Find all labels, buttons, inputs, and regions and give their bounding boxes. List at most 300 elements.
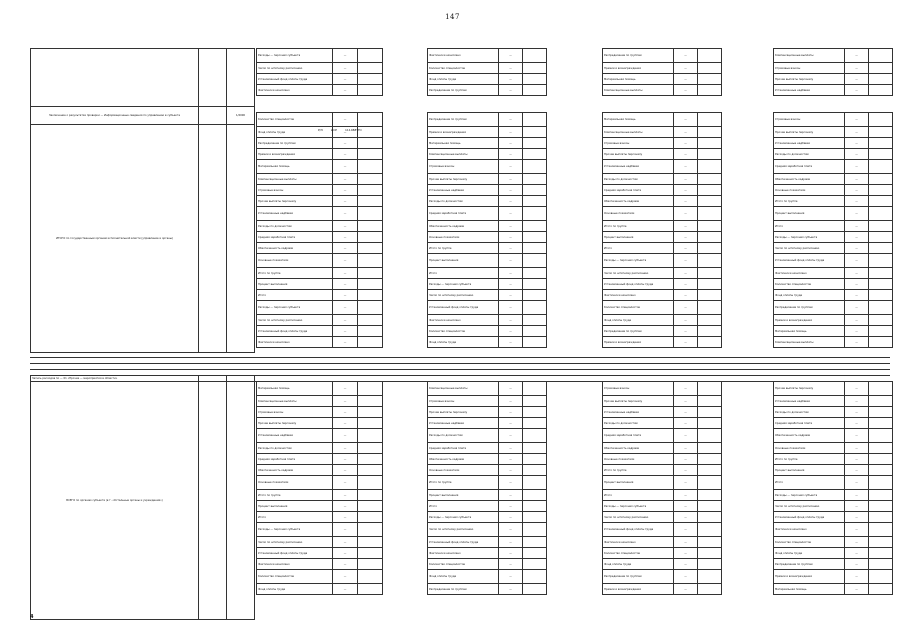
row-value: — bbox=[674, 382, 698, 396]
row-empty bbox=[869, 476, 893, 490]
row-value: — bbox=[845, 429, 869, 443]
row-empty bbox=[869, 407, 893, 418]
row-value: — bbox=[333, 548, 358, 559]
row-empty bbox=[358, 501, 383, 512]
row-value: — bbox=[499, 382, 523, 396]
row-empty bbox=[869, 138, 893, 149]
row-label: Расходы — персонал субъекта bbox=[774, 232, 845, 243]
row-value: — bbox=[845, 454, 869, 465]
row-value: — bbox=[333, 63, 358, 74]
row-label: Фонд оплаты труда bbox=[428, 74, 499, 85]
row-label: Расходы — персонал субъекта bbox=[428, 279, 499, 290]
row-value: — bbox=[845, 113, 869, 127]
left-block-summary: Заключение о результатах проверки — Информационные сведения по управлению в субъекте bbox=[31, 107, 199, 125]
row-label: Итого по группе bbox=[257, 268, 333, 279]
row-value: — bbox=[499, 113, 523, 127]
data-column-group-3 bbox=[773, 112, 893, 348]
row-value: — bbox=[845, 559, 869, 570]
separator-line bbox=[30, 369, 890, 370]
row-empty bbox=[523, 279, 547, 290]
row-value: — bbox=[499, 559, 523, 570]
row-empty bbox=[698, 149, 722, 160]
row-value: — bbox=[499, 465, 523, 476]
row-empty bbox=[698, 548, 722, 559]
row-label: Число по штатному расписанию bbox=[257, 315, 333, 326]
row-value: — bbox=[333, 512, 358, 523]
row-value: — bbox=[333, 207, 358, 221]
row-empty bbox=[869, 465, 893, 476]
row-label: Установленные надбавки bbox=[774, 396, 845, 407]
row-empty bbox=[869, 185, 893, 196]
row-value: — bbox=[333, 465, 358, 476]
row-label: Процент выполнения bbox=[257, 279, 333, 290]
row-label: Страховые взносы bbox=[257, 185, 333, 196]
row-label: Распределение по группам bbox=[774, 301, 845, 315]
row-empty bbox=[698, 268, 722, 279]
row-empty bbox=[698, 584, 722, 595]
row-empty bbox=[523, 74, 547, 85]
row-label: Средняя заработная плата bbox=[603, 185, 674, 196]
row-empty bbox=[869, 570, 893, 584]
header-code-1: Р/З bbox=[318, 128, 323, 132]
row-label: Средняя заработная плата bbox=[428, 443, 499, 454]
row-label: Обеспеченность кадрами bbox=[428, 454, 499, 465]
row-empty bbox=[869, 221, 893, 232]
row-value: — bbox=[499, 501, 523, 512]
row-label: Распределение по группам bbox=[257, 138, 333, 149]
row-label: Расходы — персонал субъекта bbox=[774, 490, 845, 501]
row-label: Фонд оплаты труда bbox=[257, 584, 333, 595]
row-value: — bbox=[845, 74, 869, 85]
row-empty bbox=[358, 268, 383, 279]
row-value: — bbox=[674, 243, 698, 254]
row-label: Установленный фонд оплаты труда bbox=[774, 512, 845, 523]
row-label: Распределение по группам bbox=[774, 559, 845, 570]
row-value: — bbox=[845, 501, 869, 512]
row-empty bbox=[523, 185, 547, 196]
row-empty bbox=[869, 85, 893, 96]
row-label: Страховые взносы bbox=[603, 382, 674, 396]
row-empty bbox=[523, 149, 547, 160]
row-value: — bbox=[333, 268, 358, 279]
row-empty bbox=[698, 407, 722, 418]
row-label: Фонд оплаты труда bbox=[774, 290, 845, 301]
row-empty bbox=[698, 326, 722, 337]
row-label: Фактически начислено bbox=[603, 537, 674, 548]
row-value: — bbox=[333, 337, 358, 348]
row-label: Установленный фонд оплаты труда bbox=[428, 537, 499, 548]
row-empty bbox=[698, 523, 722, 537]
row-value: — bbox=[845, 301, 869, 315]
row-label: Расходы — персонал субъекта bbox=[257, 49, 333, 63]
row-empty bbox=[523, 443, 547, 454]
row-label: Установленные надбавки bbox=[774, 138, 845, 149]
row-value: — bbox=[499, 85, 523, 96]
row-label: Прочие выплаты персоналу bbox=[428, 407, 499, 418]
row-label: Число по штатному расписанию bbox=[428, 290, 499, 301]
row-label: Число по штатному расписанию bbox=[603, 512, 674, 523]
row-empty bbox=[698, 537, 722, 548]
row-value: — bbox=[674, 290, 698, 301]
row-value: — bbox=[499, 232, 523, 243]
row-label: Обеспеченность кадрами bbox=[774, 429, 845, 443]
row-empty bbox=[698, 49, 722, 63]
row-empty bbox=[358, 443, 383, 454]
row-label: Премии и вознаграждения bbox=[774, 570, 845, 584]
row-label: Средняя заработная плата bbox=[257, 232, 333, 243]
row-label: Установленные надбавки bbox=[428, 418, 499, 429]
row-value: — bbox=[499, 49, 523, 63]
row-label: Фонд оплаты труда bbox=[603, 315, 674, 326]
row-label: Прочие выплаты персоналу bbox=[257, 418, 333, 429]
row-value: — bbox=[499, 584, 523, 595]
row-empty bbox=[869, 243, 893, 254]
row-value: — bbox=[499, 315, 523, 326]
row-value: — bbox=[674, 113, 698, 127]
row-value: — bbox=[333, 407, 358, 418]
row-empty bbox=[869, 326, 893, 337]
row-value: — bbox=[499, 537, 523, 548]
row-label: Премии и вознаграждения bbox=[603, 584, 674, 595]
row-empty bbox=[698, 243, 722, 254]
row-empty bbox=[358, 279, 383, 290]
row-label: Процент выполнения bbox=[603, 232, 674, 243]
row-empty bbox=[869, 537, 893, 548]
row-value: — bbox=[674, 559, 698, 570]
row-label: Распределение по группам bbox=[428, 85, 499, 96]
row-label: Материальная помощь bbox=[774, 584, 845, 595]
row-empty bbox=[523, 138, 547, 149]
row-label: Установленный фонд оплаты труда bbox=[603, 523, 674, 537]
row-value: — bbox=[333, 315, 358, 326]
row-value: — bbox=[674, 454, 698, 465]
row-empty bbox=[698, 279, 722, 290]
row-label: Основные показатели bbox=[257, 476, 333, 490]
left-label-table bbox=[30, 48, 255, 353]
row-value: — bbox=[674, 537, 698, 548]
row-label: Фактически начислено bbox=[774, 268, 845, 279]
row-label: Материальная помощь bbox=[603, 113, 674, 127]
row-label: Количество специалистов bbox=[428, 326, 499, 337]
row-empty bbox=[523, 113, 547, 127]
row-label: Фактически начислено bbox=[603, 290, 674, 301]
row-empty bbox=[358, 512, 383, 523]
row-empty bbox=[869, 149, 893, 160]
row-value: — bbox=[499, 523, 523, 537]
row-label: Фонд оплаты труда bbox=[428, 337, 499, 348]
row-label: Установленный фонд оплаты труда bbox=[257, 326, 333, 337]
row-label: Прочие выплаты персоналу bbox=[774, 127, 845, 138]
row-empty bbox=[523, 418, 547, 429]
row-empty bbox=[523, 512, 547, 523]
row-label: Расходы по должностям bbox=[603, 418, 674, 429]
data-column-group-1 bbox=[427, 48, 547, 96]
row-value: — bbox=[845, 523, 869, 537]
row-label: Расходы — персонал субъекта bbox=[603, 254, 674, 268]
row-empty bbox=[523, 429, 547, 443]
row-label: Фактически начислено bbox=[257, 337, 333, 348]
row-empty bbox=[869, 268, 893, 279]
row-value: — bbox=[845, 326, 869, 337]
row-label: Установленные надбавки bbox=[257, 207, 333, 221]
row-empty bbox=[869, 74, 893, 85]
row-empty bbox=[869, 501, 893, 512]
row-empty bbox=[523, 407, 547, 418]
row-value: — bbox=[333, 537, 358, 548]
row-empty bbox=[869, 113, 893, 127]
row-value: — bbox=[333, 138, 358, 149]
row-label: Фактически начислено bbox=[257, 85, 333, 96]
row-empty bbox=[523, 465, 547, 476]
row-label: Итого bbox=[774, 476, 845, 490]
row-value: — bbox=[845, 570, 869, 584]
header-code-3: 1114БЕТЮ bbox=[344, 128, 362, 132]
row-value: — bbox=[845, 232, 869, 243]
row-label: Установленные надбавки bbox=[257, 429, 333, 443]
row-value: — bbox=[333, 243, 358, 254]
row-label: Обеспеченность кадрами bbox=[774, 174, 845, 185]
data-column-group-1 bbox=[427, 112, 547, 348]
row-empty bbox=[358, 301, 383, 315]
row-value: — bbox=[333, 185, 358, 196]
row-value: — bbox=[674, 49, 698, 63]
row-value: — bbox=[499, 548, 523, 559]
row-empty bbox=[358, 85, 383, 96]
row-value: — bbox=[499, 174, 523, 185]
row-label: Фактически начислено bbox=[257, 559, 333, 570]
row-label: Расходы по должностям bbox=[428, 429, 499, 443]
row-value: — bbox=[845, 254, 869, 268]
row-value: — bbox=[845, 443, 869, 454]
row-value: — bbox=[845, 221, 869, 232]
row-value: — bbox=[499, 443, 523, 454]
row-value: — bbox=[845, 290, 869, 301]
row-empty bbox=[698, 127, 722, 138]
row-value: — bbox=[333, 570, 358, 584]
row-empty bbox=[869, 512, 893, 523]
row-label: Установленный фонд оплаты труда bbox=[257, 74, 333, 85]
row-empty bbox=[698, 254, 722, 268]
row-value: — bbox=[333, 418, 358, 429]
row-label: Страховые взносы bbox=[774, 63, 845, 74]
row-value: — bbox=[674, 570, 698, 584]
row-label: Компенсационные выплаты bbox=[257, 174, 333, 185]
row-value: — bbox=[333, 149, 358, 160]
row-empty bbox=[698, 221, 722, 232]
row-value: — bbox=[845, 207, 869, 221]
row-empty bbox=[869, 429, 893, 443]
row-empty bbox=[523, 207, 547, 221]
row-value: — bbox=[674, 138, 698, 149]
row-empty bbox=[869, 196, 893, 207]
row-value: — bbox=[499, 290, 523, 301]
left-block-empty bbox=[31, 49, 199, 107]
row-empty bbox=[523, 559, 547, 570]
row-empty bbox=[869, 207, 893, 221]
header-row-codes bbox=[318, 128, 370, 132]
row-label: Компенсационные выплаты bbox=[774, 337, 845, 348]
row-empty bbox=[698, 396, 722, 407]
row-value: — bbox=[845, 537, 869, 548]
row-empty bbox=[358, 207, 383, 221]
row-value: — bbox=[499, 476, 523, 490]
row-label: Страховые взносы bbox=[428, 160, 499, 174]
row-empty bbox=[523, 315, 547, 326]
row-value: — bbox=[499, 418, 523, 429]
row-label: Фонд оплаты труда bbox=[257, 127, 333, 138]
row-empty bbox=[358, 326, 383, 337]
row-value: — bbox=[674, 221, 698, 232]
row-empty bbox=[358, 429, 383, 443]
row-value: — bbox=[499, 454, 523, 465]
row-label: Процент выполнения bbox=[428, 490, 499, 501]
row-label: Число по штатному расписанию bbox=[428, 523, 499, 537]
row-label: Прочие выплаты персоналу bbox=[603, 149, 674, 160]
row-label: Распределение по группам bbox=[428, 584, 499, 595]
row-label: Основные показатели bbox=[603, 454, 674, 465]
row-value: — bbox=[333, 127, 358, 138]
row-value: — bbox=[499, 74, 523, 85]
row-empty bbox=[869, 454, 893, 465]
row-empty bbox=[869, 559, 893, 570]
row-label: Обеспеченность кадрами bbox=[257, 465, 333, 476]
row-value: — bbox=[845, 185, 869, 196]
row-label: Число по штатному расписанию bbox=[257, 63, 333, 74]
row-empty bbox=[358, 160, 383, 174]
row-value: — bbox=[499, 512, 523, 523]
row-value: — bbox=[674, 149, 698, 160]
row-value: — bbox=[845, 512, 869, 523]
row-empty bbox=[698, 443, 722, 454]
left-block-code: 1/2000 bbox=[227, 107, 255, 125]
row-empty bbox=[869, 490, 893, 501]
row-label: Итого bbox=[774, 221, 845, 232]
data-column-group-2 bbox=[602, 48, 722, 96]
row-label: Материальная помощь bbox=[257, 160, 333, 174]
row-empty bbox=[869, 315, 893, 326]
row-label: Средняя заработная плата bbox=[774, 418, 845, 429]
row-value: — bbox=[333, 232, 358, 243]
row-empty bbox=[358, 138, 383, 149]
row-empty bbox=[869, 279, 893, 290]
row-empty bbox=[358, 490, 383, 501]
row-empty bbox=[358, 523, 383, 537]
row-empty bbox=[523, 63, 547, 74]
row-label: Обеспеченность кадрами bbox=[257, 243, 333, 254]
row-value: — bbox=[333, 382, 358, 396]
row-value: — bbox=[333, 301, 358, 315]
row-empty bbox=[358, 174, 383, 185]
row-value: — bbox=[845, 490, 869, 501]
row-empty bbox=[698, 74, 722, 85]
row-value: — bbox=[499, 160, 523, 174]
row-value: — bbox=[674, 85, 698, 96]
row-label: Установленные надбавки bbox=[774, 85, 845, 96]
row-empty bbox=[358, 232, 383, 243]
row-value: — bbox=[499, 301, 523, 315]
row-empty bbox=[698, 476, 722, 490]
row-label: Материальная помощь bbox=[603, 74, 674, 85]
row-empty bbox=[358, 382, 383, 396]
separator-line bbox=[30, 363, 890, 364]
row-empty bbox=[698, 570, 722, 584]
row-label: Прочие выплаты персоналу bbox=[603, 396, 674, 407]
row-value: — bbox=[674, 207, 698, 221]
data-column-group-0 bbox=[256, 112, 383, 348]
row-label: Основные показатели bbox=[428, 232, 499, 243]
row-value: — bbox=[499, 407, 523, 418]
row-label: Премии и вознаграждения bbox=[774, 315, 845, 326]
row-label: Прочие выплаты персоналу bbox=[774, 74, 845, 85]
row-empty bbox=[358, 418, 383, 429]
row-empty bbox=[698, 337, 722, 348]
row-empty bbox=[698, 559, 722, 570]
row-empty bbox=[698, 160, 722, 174]
row-empty bbox=[358, 337, 383, 348]
row-value: — bbox=[674, 74, 698, 85]
row-value: — bbox=[333, 49, 358, 63]
row-empty bbox=[358, 196, 383, 207]
row-empty bbox=[869, 548, 893, 559]
row-empty bbox=[698, 185, 722, 196]
row-label: Установленный фонд оплаты труда bbox=[428, 301, 499, 315]
row-empty bbox=[869, 396, 893, 407]
row-label: Число по штатному расписанию bbox=[774, 501, 845, 512]
row-label: Установленный фонд оплаты труда bbox=[774, 254, 845, 268]
row-value: — bbox=[845, 63, 869, 74]
row-label: Основные показатели bbox=[257, 254, 333, 268]
row-label: Итого bbox=[257, 290, 333, 301]
row-label: Средняя заработная плата bbox=[257, 454, 333, 465]
row-label: Фонд оплаты труда bbox=[428, 570, 499, 584]
row-label: Страховые взносы bbox=[428, 396, 499, 407]
row-label: Прочие выплаты персоналу bbox=[774, 382, 845, 396]
row-value: — bbox=[674, 232, 698, 243]
row-value: — bbox=[674, 185, 698, 196]
row-empty bbox=[869, 337, 893, 348]
row-value: — bbox=[333, 279, 358, 290]
row-label: Количество специалистов bbox=[428, 63, 499, 74]
row-empty bbox=[358, 559, 383, 570]
row-value: — bbox=[674, 254, 698, 268]
row-value: — bbox=[674, 63, 698, 74]
row-label: Фонд оплаты труда bbox=[774, 548, 845, 559]
row-value: — bbox=[845, 407, 869, 418]
row-empty bbox=[358, 396, 383, 407]
row-value: — bbox=[845, 396, 869, 407]
row-label: Число по штатному расписанию bbox=[603, 268, 674, 279]
row-empty bbox=[358, 74, 383, 85]
row-label: Страховые взносы bbox=[257, 407, 333, 418]
row-empty bbox=[523, 301, 547, 315]
row-value: — bbox=[499, 127, 523, 138]
row-empty bbox=[358, 243, 383, 254]
row-value: — bbox=[499, 279, 523, 290]
row-label: Распределение по группам bbox=[428, 113, 499, 127]
data-column-group-1 bbox=[427, 381, 547, 595]
row-label: Установленные надбавки bbox=[603, 407, 674, 418]
row-empty bbox=[523, 454, 547, 465]
row-label: Расходы по должностям bbox=[257, 221, 333, 232]
row-empty bbox=[523, 570, 547, 584]
row-label: Количество специалистов bbox=[603, 548, 674, 559]
row-value: — bbox=[674, 501, 698, 512]
row-value: — bbox=[674, 512, 698, 523]
row-value: — bbox=[674, 548, 698, 559]
row-value: — bbox=[499, 185, 523, 196]
row-value: — bbox=[333, 443, 358, 454]
row-value: — bbox=[499, 149, 523, 160]
